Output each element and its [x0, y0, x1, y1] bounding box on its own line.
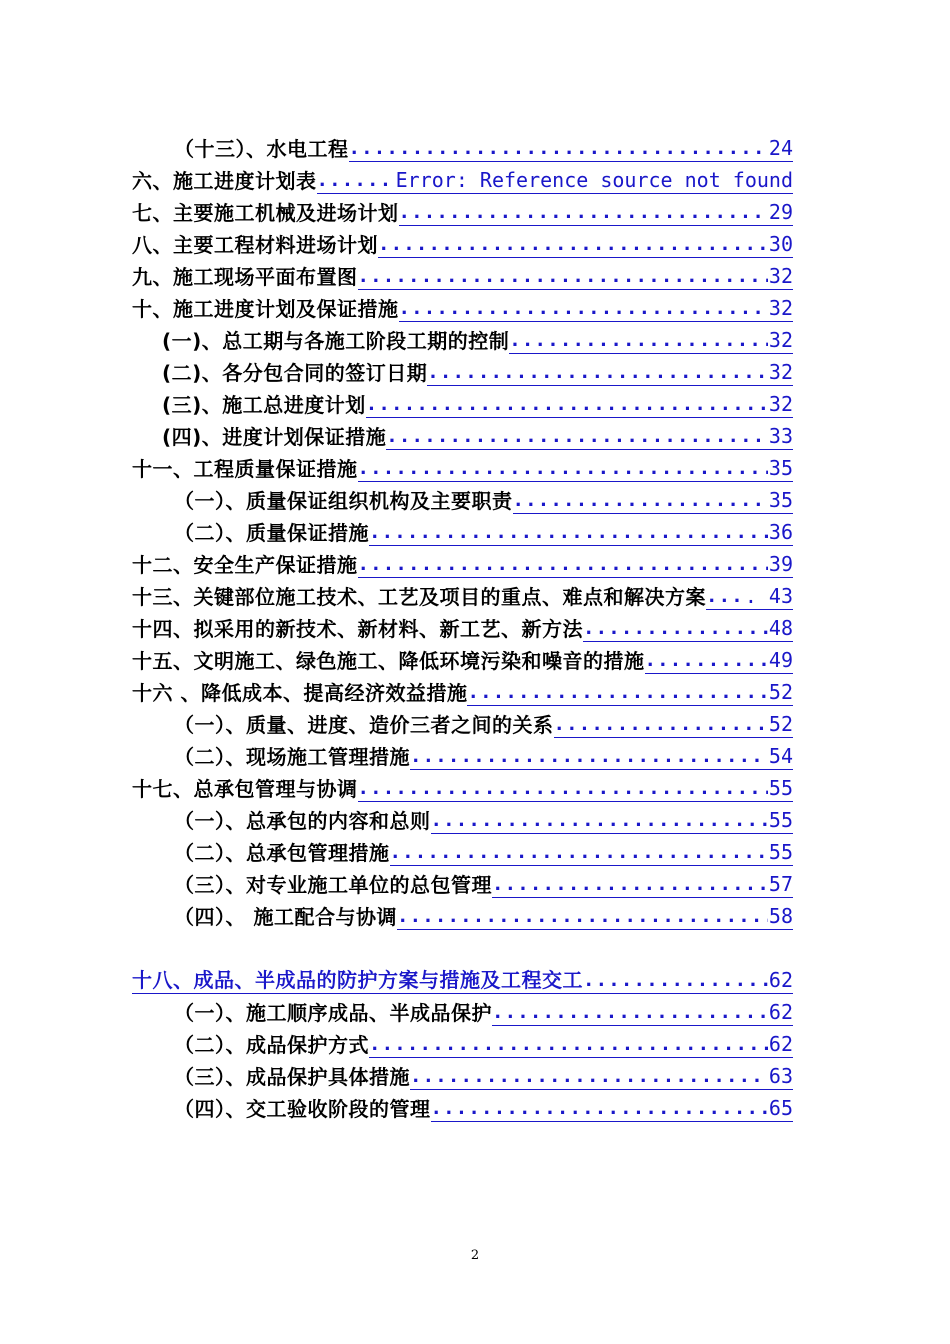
toc-entry[interactable]	[174, 996, 793, 1026]
toc-entry-title: （二）、总承包管理措施	[174, 841, 390, 865]
toc-entry-title: （十三）、水电工程	[174, 137, 349, 161]
toc-entry-title: （三）、成品保护具体措施	[174, 1065, 410, 1089]
toc-page-number[interactable]: 55	[768, 776, 793, 800]
toc-page-number[interactable]: Error: Reference source not found	[395, 168, 793, 192]
toc-leader-dots	[386, 425, 768, 450]
toc-leader-dots	[366, 393, 768, 418]
toc-entry-title: （二）、现场施工管理措施	[174, 745, 410, 769]
toc-entry[interactable]	[132, 676, 793, 706]
toc-entry-title: 十、施工进度计划及保证措施	[132, 297, 399, 321]
toc-entry[interactable]	[174, 804, 793, 834]
toc-page-number[interactable]: 62	[768, 1000, 793, 1024]
toc-leader-dots	[317, 169, 395, 194]
toc-entry-title: 六、施工进度计划表	[132, 169, 317, 193]
toc-leader-dots	[390, 841, 768, 866]
toc-entry[interactable]	[132, 772, 793, 802]
toc-entry-title: （二）、质量保证措施	[174, 521, 369, 545]
toc-leader-dots	[399, 297, 768, 322]
toc-entry-title: 十一、工程质量保证措施	[132, 457, 358, 481]
toc-entry[interactable]	[174, 484, 793, 514]
toc-page-number[interactable]: 32	[768, 264, 793, 288]
toc-leader-dots	[492, 1001, 768, 1026]
toc-leader-dots	[554, 713, 768, 738]
toc-page-number[interactable]: 39	[768, 552, 793, 576]
toc-page-number[interactable]: 35	[768, 488, 793, 512]
toc-entry-title: 十七、总承包管理与协调	[132, 777, 358, 801]
toc-leader-dots	[431, 1097, 768, 1122]
toc-entry-title: （一）、质量、进度、造价三者之间的关系	[174, 713, 554, 737]
toc-page-number[interactable]: 52	[768, 712, 793, 736]
toc-leader-dots	[492, 873, 768, 898]
toc-page-number[interactable]: 32	[768, 328, 793, 352]
toc-leader-dots	[467, 681, 767, 706]
toc-page-number[interactable]: 65	[768, 1096, 793, 1120]
toc-entry[interactable]	[132, 964, 793, 994]
toc-page-number[interactable]: 63	[768, 1064, 793, 1088]
toc-entry-title: 八、主要工程材料进场计划	[132, 233, 378, 257]
toc-entry-title: 十六 、降低成本、提高经济效益措施	[132, 681, 468, 705]
toc-entry-title: 十五、文明施工、绿色施工、降低环境污染和噪音的措施	[132, 649, 645, 673]
toc-leader-dots	[513, 489, 768, 514]
toc-entry-title: 十三、关键部位施工技术、工艺及项目的重点、难点和解决方案	[132, 585, 706, 609]
toc-entry-title: 七、主要施工机械及进场计划	[132, 201, 399, 225]
toc-entry-title: (二)、各分包合同的签订日期	[162, 361, 428, 385]
toc-leader-dots	[509, 329, 768, 354]
toc-leader-dots	[583, 617, 768, 642]
toc-entry[interactable]	[162, 324, 793, 354]
toc-page-number[interactable]: 58	[768, 904, 793, 928]
toc-leader-dots	[706, 585, 744, 610]
toc-entry[interactable]	[132, 260, 793, 290]
toc-entry-title: （四）、 施工配合与协调	[174, 905, 397, 929]
toc-entry-title: (一)、总工期与各施工阶段工期的控制	[162, 329, 510, 353]
toc-leader-dots	[358, 553, 768, 578]
toc-page-number[interactable]: 24	[768, 136, 793, 160]
toc-page-number[interactable]: 54	[768, 744, 793, 768]
toc-entry[interactable]	[132, 196, 793, 226]
toc-leader-dots	[427, 361, 768, 386]
toc-page-number[interactable]: 33	[768, 424, 793, 448]
toc-page-number[interactable]: 48	[768, 616, 793, 640]
toc-leader-dots	[397, 905, 768, 930]
toc-leader-dots	[369, 1033, 768, 1058]
page-number: 2	[470, 1248, 480, 1263]
toc-page-number[interactable]: 32	[768, 392, 793, 416]
toc-entry[interactable]	[174, 1028, 793, 1058]
toc-leader-dots	[349, 137, 768, 162]
toc-entry-title: （一）、施工顺序成品、半成品保护	[174, 1001, 492, 1025]
toc-leader-dots	[645, 649, 768, 674]
toc-entry[interactable]	[174, 836, 793, 866]
toc-entry-title: 十八、成品、半成品的防护方案与措施及工程交工	[132, 968, 583, 992]
toc-entry-title: (四)、进度计划保证措施	[162, 425, 387, 449]
toc-page-number[interactable]: 55	[768, 808, 793, 832]
toc-page-number[interactable]: 29	[768, 200, 793, 224]
toc-entry-title: （二）、成品保护方式	[174, 1033, 369, 1057]
toc-page-number[interactable]: 32	[768, 296, 793, 320]
toc-entry[interactable]	[174, 1092, 793, 1122]
toc-entry[interactable]	[174, 740, 793, 770]
toc-entry[interactable]	[174, 868, 793, 898]
toc-leader-dots	[431, 809, 768, 834]
toc-entry[interactable]	[174, 900, 793, 930]
toc-entry-title: 十二、安全生产保证措施	[132, 553, 358, 577]
toc-leader-dots	[399, 201, 768, 226]
toc-entry[interactable]	[132, 292, 793, 322]
toc-entry[interactable]	[132, 228, 793, 258]
toc-page-number[interactable]: 30	[768, 232, 793, 256]
toc-page-number[interactable]: . 43	[744, 584, 793, 608]
toc-entry[interactable]	[132, 164, 793, 194]
toc-leader-dots	[583, 969, 768, 994]
toc-entry[interactable]	[174, 708, 793, 738]
toc-entry[interactable]	[174, 516, 793, 546]
toc-entry[interactable]	[132, 612, 793, 642]
toc-entry[interactable]	[162, 420, 793, 450]
toc-page-number[interactable]: 62	[768, 1032, 793, 1056]
toc-entry[interactable]	[132, 548, 793, 578]
toc-page-number[interactable]: 57	[768, 872, 793, 896]
toc-page-number[interactable]: 52	[768, 680, 793, 704]
toc-entry-title: （三）、对专业施工单位的总包管理	[174, 873, 492, 897]
toc-entry-title: 九、施工现场平面布置图	[132, 265, 358, 289]
toc-leader-dots	[358, 265, 768, 290]
toc-page-number[interactable]: 32	[768, 360, 793, 384]
toc-leader-dots	[358, 777, 768, 802]
toc-entry-title: (三)、施工总进度计划	[162, 393, 366, 417]
toc-entry-title: （一）、总承包的内容和总则	[174, 809, 431, 833]
toc-page-number[interactable]: 35	[768, 456, 793, 480]
toc-leader-dots	[378, 233, 768, 258]
toc-entry[interactable]	[162, 388, 793, 418]
toc-page-number[interactable]: 55	[768, 840, 793, 864]
toc-page-number[interactable]: 36	[768, 520, 793, 544]
toc-leader-dots	[410, 745, 768, 770]
toc-leader-dots	[358, 457, 768, 482]
toc-entry[interactable]	[174, 1060, 793, 1090]
toc-page-number[interactable]: 49	[768, 648, 793, 672]
toc-leader-dots	[369, 521, 768, 546]
toc-entry[interactable]	[132, 644, 793, 674]
toc-entry[interactable]	[162, 356, 793, 386]
toc-entry[interactable]	[132, 580, 793, 610]
toc-entry-title: （一）、质量保证组织机构及主要职责	[174, 489, 513, 513]
toc-page-number[interactable]: 62	[768, 968, 793, 992]
toc-entry-title: （四）、交工验收阶段的管理	[174, 1097, 431, 1121]
toc-entry[interactable]	[174, 132, 793, 162]
toc-leader-dots	[410, 1065, 768, 1090]
toc-entry[interactable]	[132, 452, 793, 482]
toc-entry-title: 十四、拟采用的新技术、新材料、新工艺、新方法	[132, 617, 583, 641]
